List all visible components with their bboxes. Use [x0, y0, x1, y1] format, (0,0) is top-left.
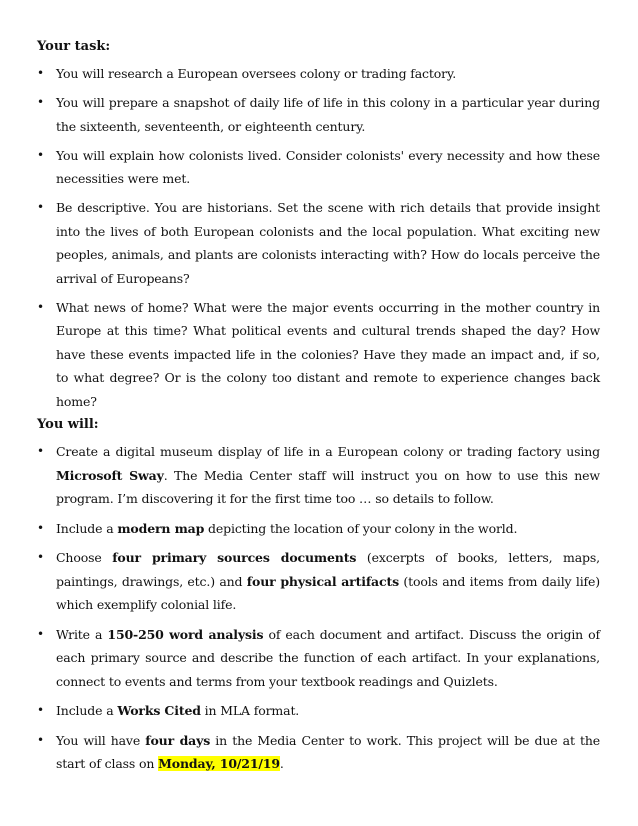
list-item-text: You will explain how colonists lived. Consider colonists' every necessity and how these necessities were met.	[56, 147, 600, 186]
you-will-list	[37, 440, 600, 782]
bold-term: 150-250 word analysis	[107, 626, 264, 642]
bold-term: four primary sources documents	[112, 550, 357, 565]
list-item-text: in MLA format.	[200, 703, 300, 718]
your-task-heading: Your task:	[37, 39, 111, 54]
highlighted-due-date: Monday, 10/21/19	[158, 756, 280, 771]
list-item-text: of each document and artifact. Discuss the origin of each primary source and describe the function of each artifact. In your explanations, connect to events and terms from your textbook readings and Quizlets.	[56, 626, 600, 689]
list-item-text: Include a	[56, 703, 118, 718]
bold-term: four physical artifacts	[246, 573, 399, 589]
bullet-glyph: •	[37, 66, 44, 80]
bold-term: modern map	[117, 520, 205, 536]
bullet-glyph: •	[37, 299, 44, 314]
bullet-glyph: •	[37, 95, 44, 109]
list-item-text: depicting the location of your colony in the world.	[204, 520, 518, 536]
task-list	[37, 62, 600, 419]
bullet-glyph: •	[37, 703, 44, 717]
list-item	[37, 62, 600, 86]
list-item-text: What news of home? What were the major events occurring in the mother country in Europe at this time? What political events and cultural trends shaped the day? How have these events impacted life in the colonies? Have they made an impact and, if so, to what degree? Or is the colony too distant and remote to experience changes back home?	[56, 299, 600, 409]
list-item	[37, 440, 600, 511]
list-item	[37, 623, 600, 694]
list-item-text: You will research a European oversees colony or trading factory.	[56, 66, 457, 81]
list-item-text: . The Media Center staff will instruct you on how to use this new program. I’m discovering it for the first time too … so details to follow.	[56, 467, 600, 506]
you-will-heading: You will:	[37, 417, 99, 432]
list-item-text: Include a	[56, 520, 118, 536]
list-item	[37, 91, 600, 138]
list-item	[37, 144, 600, 191]
list-item-text: Write a	[56, 626, 108, 642]
list-item-text: Be descriptive. You are historians. Set the scene with rich details that provide insight into the lives of both European colonists and the local population. What exciting new peoples, animals, and plants are colonists interacting with? How do locals perceive the arrival of Europeans?	[56, 200, 600, 286]
bullet-glyph: •	[37, 444, 44, 458]
list-item-text: Create a digital museum display of life in a European colony or trading factory using	[56, 444, 600, 459]
list-item-text: Choose	[56, 550, 113, 565]
list-item-text: (excerpts of books, letters, maps, paintings, drawings, etc.) and	[56, 550, 600, 589]
list-item-text: .	[279, 756, 284, 771]
list-item-text: You will prepare a snapshot of daily life of life in this colony in a particular year during the sixteenth, seventeenth, or eighteenth century.	[56, 95, 600, 134]
bullet-glyph: •	[37, 147, 44, 162]
list-item	[37, 296, 600, 414]
list-item	[37, 517, 600, 541]
list-item-text: You will have	[56, 732, 146, 748]
bullet-glyph: •	[37, 626, 44, 641]
bold-term: Works Cited	[117, 703, 201, 718]
list-item	[37, 546, 600, 617]
bold-term: four days	[145, 732, 211, 748]
list-item-text: (tools and items from daily life) which exemplify colonial life.	[56, 573, 600, 612]
bullet-glyph: •	[37, 520, 44, 535]
list-item	[37, 699, 600, 723]
bold-term: Microsoft Sway	[56, 467, 164, 483]
bullet-glyph: •	[37, 732, 44, 747]
bullet-glyph: •	[37, 200, 44, 214]
list-item	[37, 196, 600, 290]
list-item-text: in the Media Center to work. This project will be due at the start of class on	[56, 732, 601, 771]
list-item	[37, 729, 600, 776]
bullet-glyph: •	[37, 550, 44, 564]
